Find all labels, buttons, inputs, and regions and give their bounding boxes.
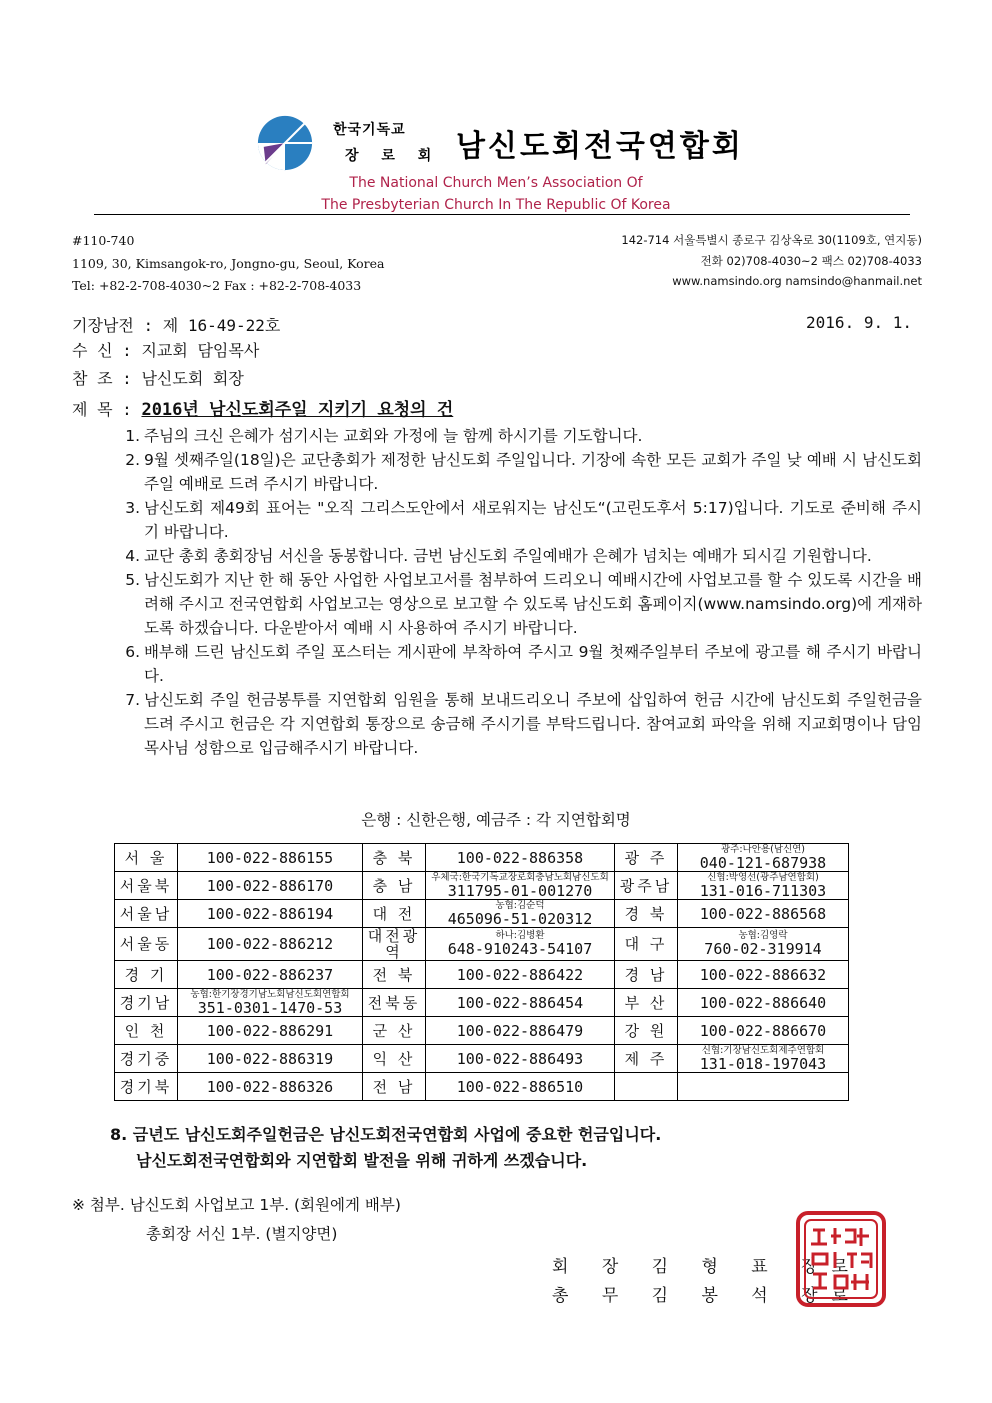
attachment-line-2: 총회장 서신 1부. (별지양면) [146,1225,338,1243]
recipient [72,338,259,361]
account-number: 465096-51-020312 [447,909,593,928]
region-cell: 충 북 [363,844,426,872]
region-cell: 광 주 [615,844,678,872]
list-item [110,568,922,640]
item-8-line-1: 8. 금년도 남신도회주일헌금은 남신도회전국연합회 사업에 중요한 헌금입니다. [110,1125,662,1144]
account-number: 100-022-886632 [699,965,827,984]
document-number [72,313,280,336]
region-cell: 군 산 [363,1017,426,1045]
attachment-line-1: ※ 첨부. 남신도회 사업보고 1부. (회원에게 배부) [72,1196,401,1214]
list-item-text: 교단 총회 총회장님 서신을 동봉합니다. 금번 남신도회 주일예배가 은혜가 넘치는 예배가 되시길 기원합니다. [144,547,872,565]
list-item [110,688,922,760]
region-cell: 서 울 [115,844,178,872]
account-number: 100-022-886155 [206,848,334,867]
table-row [115,961,849,989]
contact-phone-fax: 전화 02)708-4030~2 팩스 02)708-4033 [700,254,922,268]
reference-label: 참 조 : [72,369,132,388]
list-item-text: 주님의 크신 은혜가 섬기시는 교회와 가정에 늘 함께 하시기를 기도합니다. [144,427,643,445]
account-holder-note: 신협:기장남신도회제주연합회 [701,1044,825,1056]
account-cell [678,1073,849,1101]
org-name: 남신도회전국연합회 [456,129,744,164]
account-cell [678,844,849,872]
table-row [115,872,849,900]
region-cell: 광주남 [615,872,678,900]
recipient-label: 수 신 : [72,341,132,360]
list-item [110,448,922,496]
address-english: 1109, 30, Kimsangok-ro, Jongno-gu, Seoul, Korea [72,256,385,271]
item-8 [110,1122,661,1174]
document-date: 2016. 9. 1. [806,313,912,332]
account-holder-note: 우체국:한국기독교장로회충남노회남신도회 [431,871,609,883]
account-cell [426,961,615,989]
account-number: 100-022-886319 [206,1049,334,1068]
account-cell [678,900,849,928]
list-item-number: 1. [125,427,140,445]
list-item-number: 5. [125,571,140,589]
account-number: 100-022-886640 [699,993,827,1012]
account-cell [178,961,363,989]
account-number: 100-022-886568 [699,904,827,923]
account-cell [678,989,849,1017]
region-cell: 전 남 [363,1073,426,1101]
region-cell: 대 구 [615,928,678,961]
region-cell: 전 북 [363,961,426,989]
account-holder-note: 농협:김순덕 [495,899,545,911]
reference-value: 남신도회 회장 [141,369,244,388]
account-cell [178,1017,363,1045]
account-cell [178,928,363,961]
table-row [115,1017,849,1045]
table-row [115,989,849,1017]
table-row [115,900,849,928]
list-item [110,424,922,448]
region-cell: 충 남 [363,872,426,900]
recipient-value: 지교회 담임목사 [141,341,260,360]
account-number: 100-022-886237 [206,965,334,984]
list-item-text: 배부해 드린 남신도회 주일 포스터는 게시판에 부착하여 주시고 9월 첫째주일부터 주보에 광고를 해 주시기 바랍니다. [144,643,922,685]
account-cell [426,1045,615,1073]
account-number: 100-022-886358 [456,848,584,867]
region-cell: 경기남 [115,989,178,1017]
account-holder-note: 농협:한기장경기남노회남신도회연합회 [190,988,350,1000]
account-cell [178,1045,363,1073]
account-holder-note: 신협:박영선(광주남연합회) [707,871,819,883]
account-number: 100-022-886454 [456,993,584,1012]
table-row [115,1045,849,1073]
account-holder-note: 하나:김병환 [495,930,545,941]
list-item [110,544,922,568]
table-row [115,1073,849,1101]
account-number: 311795-01-001270 [447,881,593,900]
region-cell: 경 기 [115,961,178,989]
list-item-number: 2. [125,451,140,469]
region-cell: 경 남 [615,961,678,989]
region-cell: 서울북 [115,872,178,900]
region-cell: 부 산 [615,989,678,1017]
region-cell: 경기북 [115,1073,178,1101]
region-cell: 서울동 [115,928,178,961]
list-item-text: 남신도회가 지난 한 해 동안 사업한 사업보고서를 첨부하여 드리오니 예배시간에 사업보고를 할 수 있도록 시간을 배려해 주시고 전국연합회 사업보고는 영상으로 보고할 수 있도록 남신도회 홈페이지(www.namsindo.org)에 게재하도록 하겠습니다. 다운받아서 예배 시 사용하여 주시기 바랍니다. [144,571,922,637]
account-cell [178,900,363,928]
region-cell: 서울남 [115,900,178,928]
list-item-number: 7. [125,691,140,709]
org-denomination: 한국기독교 [333,122,406,138]
signature-president: 회 장 김 형 표 장로 [552,1257,862,1277]
region-cell: 전북동 [363,989,426,1017]
account-number: 100-022-886194 [206,904,334,923]
reference [72,366,244,389]
account-cell [178,1073,363,1101]
account-cell [426,1073,615,1101]
account-cell [178,844,363,872]
account-number: 100-022-886422 [456,965,584,984]
account-cell [678,1017,849,1045]
subject [72,395,453,420]
account-number: 100-022-886670 [699,1021,827,1040]
subject-label: 제 목 : [72,400,132,419]
accounts-table [114,843,849,1101]
account-number: 100-022-886510 [456,1077,584,1096]
account-cell [426,1017,615,1045]
list-item-text: 남신도회 제49회 표어는 "오직 그리스도안에서 새로워지는 남신도“(고린도후서 5:17)입니다. 기도로 준비해 주시기 바랍니다. [144,499,922,541]
list-item-number: 4. [125,547,140,565]
subject-value: 2016년 남신도회주일 지키기 요청의 건 [141,400,454,420]
bank-info: 은행 : 신한은행, 예금주 : 각 지연합회명 [361,811,631,829]
address-korean: 142-714 서울특별시 종로구 김상옥로 30(1109호, 연지동) [621,233,922,247]
table-row [115,844,849,872]
account-number: 131-016-711303 [699,881,827,900]
account-number: 100-022-886291 [206,1021,334,1040]
region-cell: 대전광역 [363,928,426,961]
account-number: 131-018-197043 [699,1054,827,1073]
signature-secretary: 총 무 김 봉 석 장로 [552,1286,862,1306]
region-cell: 익 산 [363,1045,426,1073]
account-cell [426,844,615,872]
english-name-line-1: The National Church Men’s Association Of [349,175,643,191]
account-cell [678,961,849,989]
table-row [115,928,849,961]
header-divider [94,214,910,215]
address-phone-fax: Tel: +82-2-708-4030~2 Fax : +82-2-708-4033 [72,278,362,293]
official-seal-icon [795,1210,887,1308]
address-postal-code: #110-740 [72,233,135,248]
region-cell: 경기중 [115,1045,178,1073]
account-cell [426,872,615,900]
account-cell [426,989,615,1017]
item-8-line-2: 남신도회전국연합회와 지연합회 발전을 위해 귀하게 쓰겠습니다. [136,1151,588,1170]
list-item-number: 3. [125,499,140,517]
list-item [110,496,922,544]
account-cell [426,928,615,961]
account-cell [678,1045,849,1073]
account-cell [678,872,849,900]
account-number: 100-022-886212 [206,935,334,953]
list-item [110,640,922,688]
account-number: 648-910243-54107 [447,940,593,958]
document-number-label: 기장남전 : [72,316,154,335]
region-cell [615,1073,678,1101]
account-number: 100-022-886479 [456,1021,584,1040]
account-cell [426,900,615,928]
list-item-number: 6. [125,643,140,661]
account-holder-note: 광주:나안용(남신연) [720,843,806,855]
list-item-text: 남신도회 주일 헌금봉투를 지연합회 임원을 통해 보내드리오니 주보에 삽입하여 헌금 시간에 남신도회 주일헌금을 드려 주시고 헌금은 각 지연합회 통장으로 송금해 주시기를 부탁드립니다. 참여교회 파악을 위해 지교회명이나 담임목사님 성함으로 입금해주시기 바랍니다. [144,691,922,757]
account-holder-note: 농협:김영락 [738,930,788,941]
account-number: 100-022-886170 [206,876,334,895]
contact-web-email: www.namsindo.org namsindo@hanmail.net [672,274,922,288]
region-cell: 강 원 [615,1017,678,1045]
account-cell [178,872,363,900]
list-item-text: 9월 셋째주일(18일)은 교단총회가 제정한 남신도회 주일입니다. 기장에 속한 모든 교회가 주일 낮 예배 시 남신도회 주일 예배로 드려 주시기 바랍니다. [144,451,922,493]
account-number: 100-022-886326 [206,1077,334,1096]
region-cell: 경 북 [615,900,678,928]
account-number: 100-022-886493 [456,1049,584,1068]
account-number: 351-0301-1470-53 [197,998,343,1017]
region-cell: 인 천 [115,1017,178,1045]
english-name-line-2: The Presbyterian Church In The Republic Of Korea [321,197,671,213]
body-items [110,424,922,760]
document-number-value: 제 16-49-22호 [162,316,281,335]
region-cell: 제 주 [615,1045,678,1073]
account-cell [678,928,849,961]
org-denomination-sub: 장 로 회 [345,148,441,164]
region-cell: 대 전 [363,900,426,928]
account-cell [178,989,363,1017]
account-number: 040-121-687938 [699,853,827,872]
church-logo-icon [256,114,314,172]
account-number: 760-02-319914 [704,940,822,958]
